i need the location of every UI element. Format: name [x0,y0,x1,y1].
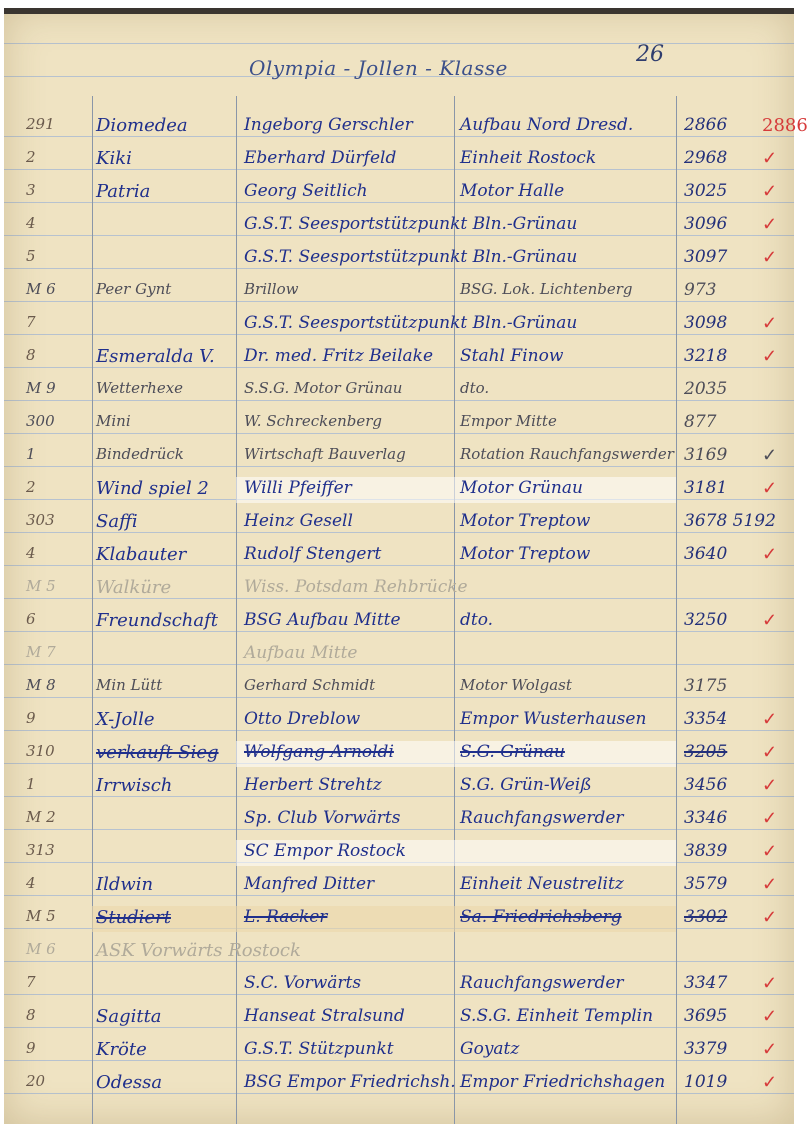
check-mark: ✓ [762,808,778,829]
entry-number: 2 [26,148,36,166]
sail-number: 3169 [684,445,728,465]
check-mark: ✓ [762,874,778,895]
table-row [4,1068,794,1101]
table-row [4,672,794,705]
table-row [4,408,794,441]
boat-name: Odessa [96,1072,163,1093]
entry-number: 8 [26,1006,36,1024]
entry-number: 1 [26,445,36,463]
boat-name: Wind spiel 2 [96,478,209,499]
sail-number: 3346 [684,808,728,828]
owner-name: Manfred Ditter [244,874,375,894]
owner-name: Rudolf Stengert [244,544,382,564]
owner-name: BSG Aufbau Mitte [244,610,401,630]
entry-number: M 2 [26,808,56,826]
club-name: Sa. Friedrichsberg [460,907,622,927]
page-top-edge [4,8,794,14]
owner-name: W. Schreckenberg [244,412,382,430]
owner-name: Sp. Club Vorwärts [244,808,401,828]
table-row [4,606,794,639]
entry-number: M 7 [26,643,56,661]
boat-name: Wetterhexe [96,379,184,397]
table-row [4,903,794,936]
check-mark: 2886 [762,115,808,136]
table-row [4,210,794,243]
sail-number: 3839 [684,841,728,861]
table-row [4,738,794,771]
owner-name: Wolfgang Arnoldi [244,742,394,762]
owner-name: G.S.T. Stützpunkt [244,1039,394,1059]
check-mark: ✓ [762,841,778,862]
club-name: Empor Wusterhausen [460,709,647,729]
owner-name: G.S.T. Seesportstützpunkt Bln.-Grünau [244,247,578,267]
owner-name: Gerhard Schmidt [244,676,376,694]
owner-name: Aufbau Mitte [244,643,358,663]
ledger-page [4,8,808,1124]
table-row [4,540,794,573]
sail-number: 3347 [684,973,728,993]
boat-name: X-Jolle [96,709,155,730]
table-row [4,507,794,540]
boat-name: Ildwin [96,874,154,895]
club-name: Motor Treptow [460,544,591,564]
owner-name: S.C. Vorwärts [244,973,362,993]
table-row [4,342,794,375]
table-row [4,243,794,276]
table-row [4,969,794,1002]
owner-name: Wiss. Potsdam Rehbrücke [244,577,468,597]
boat-name: Esmeralda V. [96,346,215,367]
owner-name: Otto Dreblow [244,709,361,729]
owner-name: Georg Seitlich [244,181,368,201]
entry-number: 7 [26,313,36,331]
sail-number: 3218 [684,346,728,366]
owner-name: SC Empor Rostock [244,841,406,861]
sail-number: 2035 [684,379,728,399]
boat-name: Diomedea [96,115,188,136]
club-name: Rauchfangswerder [460,808,624,828]
table-row [4,474,794,507]
check-mark: ✓ [762,346,778,367]
table-row [4,441,794,474]
sail-number: 2866 [684,115,728,135]
entry-number: 4 [26,544,36,562]
check-mark: ✓ [762,1039,778,1060]
boat-name: Walküre [96,577,172,598]
table-row [4,870,794,903]
check-mark: ✓ [762,610,778,631]
boat-name: Patria [96,181,151,202]
check-mark: ✓ [762,1072,778,1093]
club-name: S.G. Grün-Weiß [460,775,592,795]
check-mark: ✓ [762,709,778,730]
sail-number: 3354 [684,709,728,729]
entry-number: M 5 [26,907,56,925]
entry-number: 6 [26,610,36,628]
boat-name: verkauft Sieg [96,742,219,763]
entry-number: M 6 [26,280,56,298]
owner-name: Dr. med. Fritz Beilake [244,346,434,366]
table-row [4,936,794,969]
sail-number: 3250 [684,610,728,630]
owner-name: Willi Pfeiffer [244,478,352,498]
boat-name: Kröte [96,1039,147,1060]
sail-number: 3175 [684,676,728,696]
table-row [4,573,794,606]
boat-name: Bindedrück [96,445,184,463]
owner-name: Heinz Gesell [244,511,353,531]
entry-number: 9 [26,709,36,727]
boat-name: ASK Vorwärts Rostock [96,940,301,961]
table-row [4,1035,794,1068]
entry-number: 303 [26,511,55,529]
table-row [4,309,794,342]
club-name: Goyatz [460,1039,520,1059]
sail-number: 973 [684,280,717,300]
owner-name: Wirtschaft Bauverlag [244,445,406,463]
owner-name: Eberhard Dürfeld [244,148,397,168]
club-name: S.G. Grünau [460,742,565,762]
sail-number: 3181 [684,478,728,498]
table-row [4,804,794,837]
sail-number: 3678 5192 [684,511,776,531]
table-row [4,1002,794,1035]
club-name: BSG. Lok. Lichtenberg [460,280,633,298]
boat-name: Freundschaft [96,610,218,631]
table-row [4,177,794,210]
club-name: S.S.G. Einheit Templin [460,1006,654,1026]
owner-name: Herbert Strehtz [244,775,382,795]
boat-name: Mini [96,412,131,430]
check-mark: ✓ [762,181,778,202]
sail-number: 3097 [684,247,728,267]
club-name: Rauchfangswerder [460,973,624,993]
table-row [4,837,794,870]
check-mark: ✓ [762,313,778,334]
table-row [4,276,794,309]
owner-name: G.S.T. Seesportstützpunkt Bln.-Grünau [244,313,578,333]
entry-number: M 5 [26,577,56,595]
owner-name: Hanseat Stralsund [244,1006,405,1026]
club-name: Empor Mitte [460,412,557,430]
entry-number: 8 [26,346,36,364]
check-mark: ✓ [762,775,778,796]
entry-number: M 6 [26,940,56,958]
check-mark: ✓ [762,544,778,565]
check-mark: ✓ [762,1006,778,1027]
check-mark: ✓ [762,973,778,994]
sail-number: 3025 [684,181,728,201]
club-name: Motor Treptow [460,511,591,531]
check-mark: ✓ [762,214,778,235]
sail-number: 3379 [684,1039,728,1059]
sail-number: 3098 [684,313,728,333]
entry-number: 4 [26,874,36,892]
entry-number: 1 [26,775,36,793]
check-mark: ✓ [762,907,778,928]
sail-number: 3205 [684,742,728,762]
club-name: dto. [460,610,494,630]
entry-number: 20 [26,1072,46,1090]
sail-number: 877 [684,412,717,432]
entry-number: M 8 [26,676,56,694]
club-name: Aufbau Nord Dresd. [460,115,634,135]
check-mark: ✓ [762,247,778,268]
boat-name: Kiki [96,148,132,169]
boat-name: Saffi [96,511,138,532]
entry-number: M 9 [26,379,56,397]
entry-number: 7 [26,973,36,991]
boat-name: Peer Gynt [96,280,172,298]
club-name: Stahl Finow [460,346,564,366]
club-name: dto. [460,379,490,397]
sail-number: 3695 [684,1006,728,1026]
check-mark: ✓ [762,478,778,499]
sail-number: 3302 [684,907,728,927]
entry-number: 3 [26,181,36,199]
sail-number: 3640 [684,544,728,564]
club-name: Motor Wolgast [460,676,572,694]
club-name: Motor Halle [460,181,565,201]
club-name: Rotation Rauchfangswerder [460,445,674,463]
owner-name: L. Racker [244,907,328,927]
entry-number: 310 [26,742,55,760]
check-mark: ✓ [762,445,778,466]
entry-number: 291 [26,115,55,133]
sail-number: 2968 [684,148,728,168]
club-name: Einheit Rostock [460,148,597,168]
boat-name: Sagitta [96,1006,162,1027]
entry-number: 313 [26,841,55,859]
owner-name: Ingeborg Gerschler [244,115,413,135]
entry-number: 4 [26,214,36,232]
entry-number: 5 [26,247,36,265]
table-row [4,771,794,804]
table-row [4,111,808,144]
check-mark: ✓ [762,742,778,763]
entry-number: 9 [26,1039,36,1057]
sail-number: 1019 [684,1072,728,1092]
sail-number: 3456 [684,775,728,795]
page-title: Olympia - Jollen - Klasse [249,56,508,80]
sail-number: 3579 [684,874,728,894]
owner-name: Brillow [244,280,299,298]
table-row [4,639,794,672]
ledger-rows [4,111,808,1101]
table-row [4,705,794,738]
sail-number: 3096 [684,214,728,234]
owner-name: S.S.G. Motor Grünau [244,379,403,397]
check-mark: ✓ [762,148,778,169]
club-name: Einheit Neustrelitz [460,874,624,894]
table-row [4,144,794,177]
boat-name: Irrwisch [96,775,173,796]
entry-number: 300 [26,412,55,430]
owner-name: BSG Empor Friedrichsh. [244,1072,456,1092]
owner-name: G.S.T. Seesportstützpunkt Bln.-Grünau [244,214,578,234]
club-name: Empor Friedrichshagen [460,1072,666,1092]
boat-name: Studiert [96,907,171,928]
club-name: Motor Grünau [460,478,583,498]
table-row [4,375,794,408]
page-number: 26 [636,42,664,67]
boat-name: Min Lütt [96,676,163,694]
boat-name: Klabauter [96,544,187,565]
entry-number: 2 [26,478,36,496]
